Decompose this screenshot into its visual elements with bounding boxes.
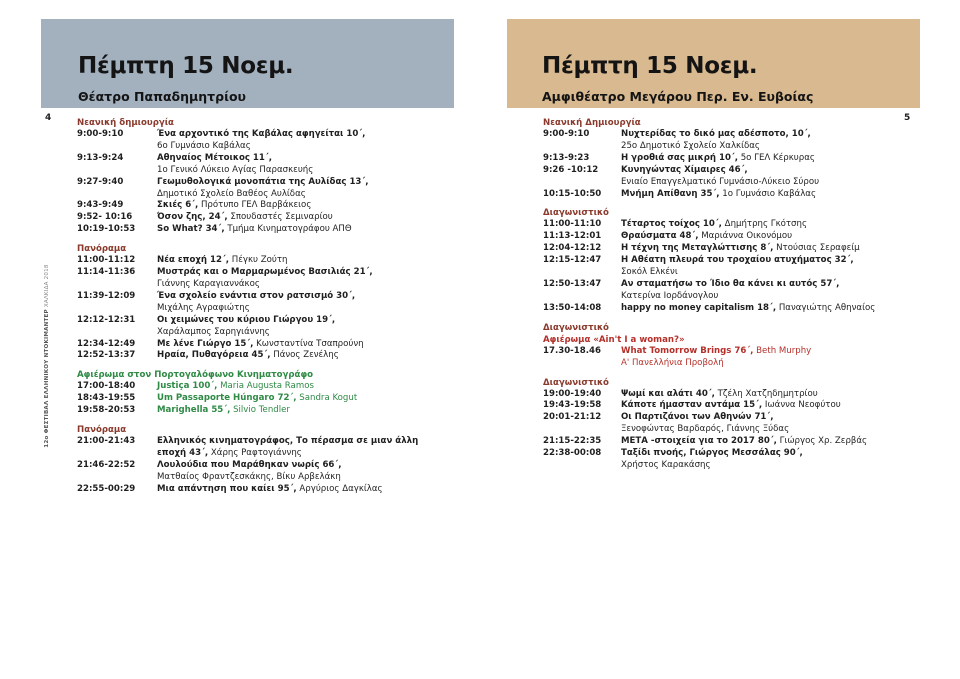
film-credit: Silvio Tendler <box>230 405 290 416</box>
film-title: Ένα σχολείο ενάντια στον ρατσισμό 30΄, <box>157 290 356 301</box>
screening-details <box>157 315 447 339</box>
schedule-section <box>543 117 923 200</box>
section-title: Πανόραμα <box>77 425 127 436</box>
screening-details <box>621 346 923 370</box>
schedule-row <box>77 177 447 201</box>
film-credit: Maria Augusta Ramos <box>217 381 314 392</box>
screening-time: 21:46-22:52 <box>77 459 136 470</box>
screening-time: 12:04-12:12 <box>543 243 602 254</box>
film-credit-line <box>157 327 447 339</box>
screening-time: 17.30-18.46 <box>543 345 601 356</box>
left-venue: Θέατρο Παπαδημητρίου <box>78 89 246 104</box>
schedule-row <box>543 129 923 153</box>
film-credit: Χαράλαμπος Σαρηγιάννης <box>157 326 270 337</box>
film-title: Justiça 100΄, <box>157 381 218 392</box>
film-credit: Τμήμα Κινηματογράφου ΑΠΘ <box>224 224 352 235</box>
film-title: ΜΕΤΑ -στοιχεία για το 2017 80΄, <box>621 436 777 447</box>
spine-label: 12ο ΦΕΣΤΙΒΑΛ ΕΛΛΗΝΙΚΟΥ ΝΤΟΚΙΜΑΝΤΕΡ ΧΑΛΚΙΔΑ 2018 <box>44 264 50 448</box>
screening-details <box>157 200 447 212</box>
film-title: Όσον ζης, 24΄, <box>157 212 228 223</box>
screening-details <box>157 436 447 460</box>
screening-details <box>157 405 447 417</box>
schedule-row <box>543 255 923 279</box>
film-credit-line <box>157 303 447 315</box>
screening-details <box>157 153 447 177</box>
film-credit: Sandra Kogut <box>296 393 358 404</box>
screening-details <box>621 279 923 303</box>
screening-time: 17:00-18:40 <box>77 381 136 392</box>
schedule-row <box>543 436 923 448</box>
screening-time: 22:38-00:08 <box>543 448 602 459</box>
screening-details <box>621 243 923 255</box>
film-credit: 25ο Δημοτικό Σχολείο Χαλκίδας <box>621 140 760 151</box>
schedule-row <box>543 346 923 370</box>
film-title: Οι χειμώνες του κύριου Γιώργου 19΄, <box>157 314 336 325</box>
film-title: Μνήμη Απίθανη 35΄, <box>621 188 720 199</box>
film-credit: Ξενοφώντας Βαρδαρός, Γιάννης Ξύδας <box>621 424 790 435</box>
film-title: Ταξίδι πνοής, Γιώργος Μεσσάλας 90΄, <box>621 448 803 459</box>
screening-details <box>621 231 923 243</box>
schedule-section <box>77 424 447 496</box>
film-credit: Δημήτρης Γκότσης <box>721 219 807 230</box>
schedule-row <box>77 267 447 291</box>
screening-time: 11:00-11:10 <box>543 219 602 230</box>
screening-details <box>157 350 447 362</box>
section-title: Διαγωνιστικό <box>543 377 609 388</box>
screening-time: 12:52-13:37 <box>77 350 136 361</box>
screening-time: 12:50-13:47 <box>543 278 602 289</box>
film-credit-line <box>621 358 923 370</box>
film-credit: Χρήστος Καρακάσης <box>621 459 711 470</box>
schedule-section <box>77 243 447 362</box>
screening-details <box>621 303 923 315</box>
film-title: Κάποτε ήμασταν αντάμα 15΄, <box>621 400 763 411</box>
film-title: So What? 34΄, <box>157 224 225 235</box>
screening-details <box>157 381 447 393</box>
screening-time: 9:43-9:49 <box>77 200 124 211</box>
film-credit-line <box>157 472 447 484</box>
screening-details <box>621 153 923 165</box>
film-credit-line <box>157 279 447 291</box>
right-header-band <box>507 19 920 108</box>
screening-details <box>157 460 447 484</box>
film-title: Κυνηγώντας Χίμαιρες 46΄, <box>621 164 748 175</box>
film-title: Νυχτερίδας το δικό μας αδέσποτο, 10΄, <box>621 129 811 139</box>
film-credit: Γιώργος Χρ. Ζερβάς <box>776 436 868 447</box>
screening-details <box>157 291 447 315</box>
film-credit-line <box>157 165 447 177</box>
film-credit-line <box>621 424 923 436</box>
screening-time: 19:58-20:53 <box>77 405 136 416</box>
screening-details <box>621 219 923 231</box>
schedule-row <box>543 231 923 243</box>
schedule-row <box>77 436 447 460</box>
schedule-row <box>77 129 447 153</box>
screening-details <box>621 189 923 201</box>
screening-details <box>621 400 923 412</box>
film-title: Νέα εποχή 12΄, <box>157 255 230 266</box>
film-title: Γεωμυθολογικά μονοπάτια της Αυλίδας 13΄, <box>157 176 369 187</box>
film-title: Θραύσματα 48΄, <box>621 231 699 242</box>
screening-details <box>157 177 447 201</box>
screening-details <box>621 129 923 153</box>
film-title: Αθηναίος Μέτοικος 11΄, <box>157 152 272 163</box>
schedule-row <box>543 243 923 255</box>
schedule-section <box>77 369 447 417</box>
film-credit: Γιάννης Καραγιαννάκος <box>157 278 260 289</box>
schedule-row <box>77 339 447 351</box>
schedule-row <box>543 279 923 303</box>
screening-time: 12:12-12:31 <box>77 314 136 325</box>
film-credit: 1ο Γυμνάσιο Καβάλας <box>719 188 817 199</box>
film-credit: Πέγκυ Ζούτη <box>229 255 288 266</box>
film-credit: 5ο ΓΕΛ Κέρκυρας <box>737 152 815 163</box>
film-credit-line <box>621 177 923 189</box>
screening-time: 19:43-19:58 <box>543 400 602 411</box>
section-title: Αφιέρωμα στον Πορτογαλόφωνο Κινηματογράφο <box>77 370 314 381</box>
schedule-section <box>77 117 447 236</box>
film-credit-line <box>621 141 923 153</box>
film-credit-line <box>621 460 923 472</box>
schedule-section <box>543 377 923 472</box>
schedule-row <box>77 381 447 393</box>
right-page-number: 5 <box>904 113 911 123</box>
screening-details <box>157 255 447 267</box>
film-credit: Μαριάννα Οικονόμου <box>698 231 793 242</box>
right-page-title: Πέμπτη 15 Νοεμ. <box>542 53 758 79</box>
film-credit: Ματθαίος Φραντζεσκάκης, Βίκυ Αρβελάκη <box>157 471 341 482</box>
film-credit-line <box>621 291 923 303</box>
schedule-row <box>77 460 447 484</box>
film-credit: Δημοτικό Σχολείο Βαθέος Αυλίδας <box>157 188 306 199</box>
screening-time: 9:27-9:40 <box>77 176 124 187</box>
film-title: Ψωμί και αλάτι 40΄, <box>621 388 715 399</box>
schedule-section <box>543 207 923 314</box>
film-credit: Παναγιώτης Αθηναίος <box>776 302 876 313</box>
film-title: Η τέχνη της Μεταγλώττισης 8΄, <box>621 243 774 254</box>
film-title: Σκιές 6΄, <box>157 200 199 211</box>
section-title: Νεανική Δημιουργία <box>543 118 641 128</box>
film-title: Τέταρτος τοίχος 10΄, <box>621 219 722 230</box>
screening-details <box>157 129 447 153</box>
section-subtitle: Αφιέρωμα «Ain't I a woman?» <box>543 334 685 345</box>
screening-details <box>157 393 447 405</box>
screening-details <box>157 267 447 291</box>
screening-details <box>621 448 923 472</box>
schedule-row <box>77 393 447 405</box>
film-credit: Α' Πανελλήνια Προβολή <box>621 357 724 368</box>
left-page-number: 4 <box>45 113 52 123</box>
schedule-row <box>77 212 447 224</box>
film-credit-line <box>621 267 923 279</box>
right-venue: Αμφιθέατρο Μεγάρου Περ. Εν. Ευβοίας <box>542 89 814 104</box>
film-credit: 1ο Γενικό Λύκειο Αγίας Παρασκευής <box>157 164 314 175</box>
schedule-row <box>543 189 923 201</box>
film-title: happy no money capitalism 18΄, <box>621 302 777 313</box>
schedule-row <box>543 412 923 436</box>
film-credit-line <box>157 189 447 201</box>
schedule-row <box>77 405 447 417</box>
left-header-band <box>41 19 454 108</box>
film-credit: Σπουδαστές Σεμιναρίου <box>227 212 333 223</box>
film-title-continued: εποχή 43΄, <box>157 447 209 458</box>
film-title: What Tomorrow Brings 76΄, <box>621 345 754 356</box>
section-title: Πανόραμα <box>77 244 127 255</box>
film-title: Um Passaporte Húngaro 72΄, <box>157 393 297 404</box>
screening-details <box>157 339 447 351</box>
film-credit: Σοκόλ Ελκένι <box>621 267 678 278</box>
schedule-row <box>77 484 447 496</box>
left-schedule <box>77 117 447 503</box>
film-credit: Μιχάλης Αγραφιώτης <box>157 302 250 313</box>
film-credit: Ιωάννα Νεοφύτου <box>762 400 841 411</box>
screening-time: 18:43-19:55 <box>77 393 136 404</box>
schedule-row <box>77 291 447 315</box>
screening-time: 12:15-12:47 <box>543 255 602 266</box>
screening-details <box>621 436 923 448</box>
schedule-row <box>543 165 923 189</box>
section-title: Διαγωνιστικό <box>543 208 609 219</box>
left-page-title: Πέμπτη 15 Νοεμ. <box>78 53 294 79</box>
schedule-row <box>543 303 923 315</box>
screening-time: 22:55-00:29 <box>77 483 136 494</box>
schedule-row <box>543 448 923 472</box>
screening-time: 11:13-12:01 <box>543 231 602 242</box>
screening-time: 9:26 -10:12 <box>543 164 599 175</box>
film-title: Ένα αρχοντικό της Καβάλας αφηγείται 10΄, <box>157 129 366 139</box>
film-credit: Αργύριος Δαγκίλας <box>296 483 383 494</box>
screening-time: 9:13-9:24 <box>77 152 124 163</box>
film-title: Ελληνικός κινηματογράφος, Το πέρασμα σε μιαν άλλη <box>157 436 419 447</box>
schedule-row <box>543 389 923 401</box>
film-title: Marighella 55΄, <box>157 405 231 416</box>
film-credit-line <box>157 448 447 460</box>
screening-time: 10:15-10:50 <box>543 188 602 199</box>
film-title: Η γροθιά σας μικρή 10΄, <box>621 152 738 163</box>
film-title: Η Αθέατη πλευρά του τροχαίου ατυχήματος 32΄, <box>621 255 854 266</box>
screening-time: 21:00-21:43 <box>77 436 136 447</box>
section-title: Διαγωνιστικό <box>543 322 609 333</box>
schedule-row <box>77 200 447 212</box>
schedule-section <box>543 322 923 370</box>
film-credit: Ενιαίο Επαγγελματικό Γυμνάσιο-Λύκειο Σύρου <box>621 176 820 187</box>
film-credit: Πρότυπο ΓΕΛ Βαρβάκειος <box>198 200 312 211</box>
screening-time: 19:00-19:40 <box>543 388 602 399</box>
film-credit: Τζέλη Χατζηδημητρίου <box>714 388 818 399</box>
screening-time: 10:19-10:53 <box>77 224 136 235</box>
film-title: Οι Παρτιζάνοι των Αθηνών 71΄, <box>621 412 774 423</box>
screening-details <box>157 224 447 236</box>
right-page <box>480 0 960 679</box>
film-title: Αν σταματήσω το Ίδιο θα κάνει κι αυτός 57΄, <box>621 278 840 289</box>
schedule-row <box>77 315 447 339</box>
screening-details <box>621 165 923 189</box>
screening-details <box>621 255 923 279</box>
film-credit: Κατερίνα Ιορδάνογλου <box>621 290 719 301</box>
film-title: Ηραία, Πυθαγόρεια 45΄, <box>157 350 271 361</box>
screening-time: 9:00-9:10 <box>77 129 124 139</box>
film-title: Μυστράς και ο Μαρμαρωμένος Βασιλιάς 21΄, <box>157 267 373 278</box>
film-credit: Χάρης Ραφτογιάννης <box>208 447 302 458</box>
screening-time: 11:00-11:12 <box>77 255 136 266</box>
screening-time: 20:01-21:12 <box>543 412 602 423</box>
film-credit: Beth Murphy <box>753 345 812 356</box>
screening-details <box>157 484 447 496</box>
film-credit-line <box>157 141 447 153</box>
film-title: Μια απάντηση που καίει 95΄, <box>157 483 297 494</box>
schedule-row <box>77 153 447 177</box>
schedule-row <box>77 255 447 267</box>
schedule-row <box>543 400 923 412</box>
screening-time: 13:50-14:08 <box>543 302 602 313</box>
screening-details <box>621 412 923 436</box>
film-credit: Κωνσταντίνα Τσαπρούνη <box>253 338 364 349</box>
schedule-row <box>77 224 447 236</box>
screening-time: 11:39-12:09 <box>77 290 136 301</box>
right-schedule <box>543 117 923 479</box>
schedule-row <box>543 219 923 231</box>
schedule-row <box>77 350 447 362</box>
film-credit: 6ο Γυμνάσιο Καβάλας <box>157 140 251 151</box>
film-credit: Πάνος Ζενέλης <box>270 350 339 361</box>
screening-details <box>157 212 447 224</box>
schedule-row <box>543 153 923 165</box>
section-title: Νεανική δημιουργία <box>77 118 174 128</box>
film-title: Με λένε Γιώργο 15΄, <box>157 338 254 349</box>
film-credit: Ντούσιας Σεραφείμ <box>773 243 860 254</box>
screening-details <box>621 389 923 401</box>
screening-time: 21:15-22:35 <box>543 436 602 447</box>
screening-time: 12:34-12:49 <box>77 338 136 349</box>
screening-time: 11:14-11:36 <box>77 267 136 278</box>
film-title: Λουλούδια που Μαράθηκαν νωρίς 66΄, <box>157 459 342 470</box>
screening-time: 9:52- 10:16 <box>77 212 133 223</box>
screening-time: 9:13-9:23 <box>543 152 590 163</box>
screening-time: 9:00-9:10 <box>543 129 590 139</box>
